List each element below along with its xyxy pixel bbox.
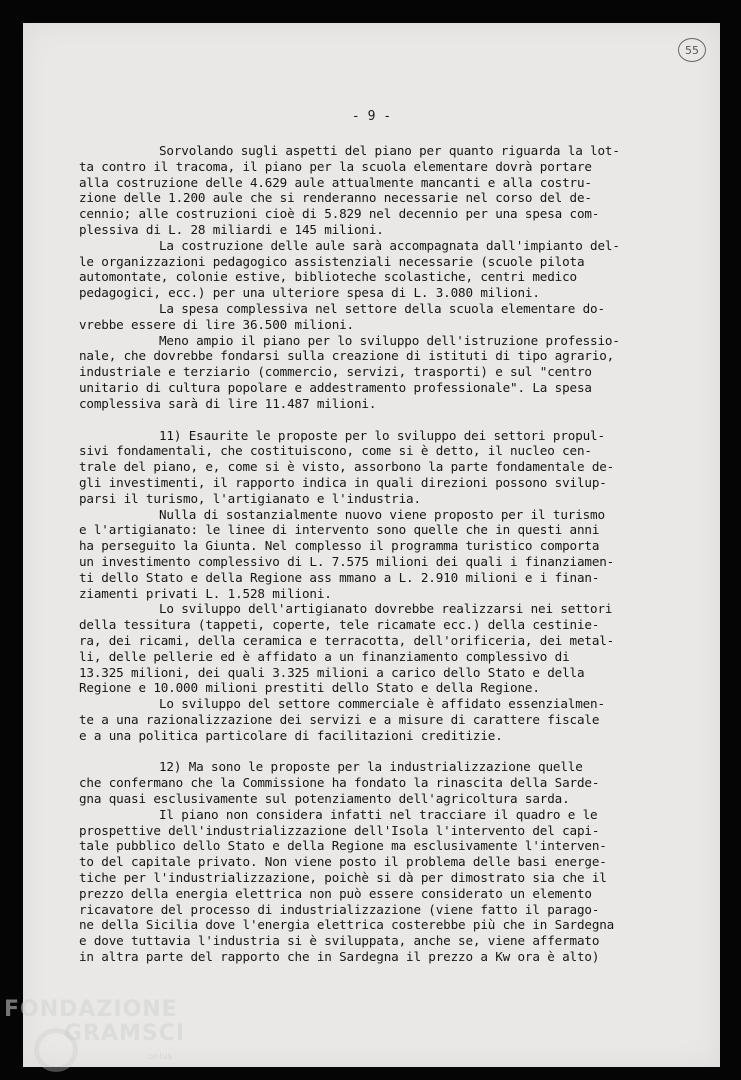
text-line: Nulla di sostanzialmente nuovo viene proposto per il turismo xyxy=(159,506,605,522)
text-line: La spesa complessiva nel settore della scuola elementare do- xyxy=(159,300,605,316)
text-line: La costruzione delle aule sarà accompagnata dall'impianto del- xyxy=(159,237,620,253)
watermark-suffix: onlus xyxy=(148,1052,173,1062)
watermark-line-1: FONDAZIONE xyxy=(4,997,178,1022)
text-line: ta contro il tracoma, il piano per la scuola elementare dovrà portare xyxy=(79,158,592,174)
paragraph-gap xyxy=(79,412,679,428)
text-line: 12) Ma sono le proposte per la industrializzazione quelle xyxy=(159,759,583,775)
text-line: tiche per l'industrializzazione, poichè si dà per dimostrato sia che il xyxy=(79,870,607,886)
text-line: prezzo della energia elettrica non può essere considerato un elemento xyxy=(79,885,592,901)
text-line: Il piano non considera infatti nel tracciare il quadro e le xyxy=(159,806,598,822)
text-line: ne della Sicilia dove l'energia elettrica costerebbe più che in Sardegna xyxy=(79,917,615,933)
text-line: 13.325 milioni, dei quali 3.325 milioni a carico dello Stato e della xyxy=(79,664,585,680)
paragraph xyxy=(79,601,679,696)
text-line: ha perseguito la Giunta. Nel complesso il programma turistico comporta xyxy=(79,538,600,554)
text-line: e dove tuttavia l'industria si è sviluppata, anche se, viene affermato xyxy=(79,933,600,949)
paragraph xyxy=(79,696,679,743)
text-line: alla costruzione delle 4.629 aule attualmente mancanti e alla costru- xyxy=(79,174,592,190)
paragraph xyxy=(79,333,679,412)
text-line: automontate, colonie estive, biblioteche scolastiche, centri medico xyxy=(79,269,577,285)
text-line: complessiva sarà di lire 11.487 milioni. xyxy=(79,395,377,411)
text-line: e l'artigianato: le linee di intervento sono quelle che in questi anni xyxy=(79,522,600,538)
paragraph xyxy=(79,143,679,238)
paragraph xyxy=(79,301,679,333)
text-line: li, delle pellerie ed è affidato a un finanziamento complessivo di xyxy=(79,648,570,664)
text-line: Meno ampio il piano per lo sviluppo dell'istruzione professio- xyxy=(159,332,620,348)
text-line: prospettive dell'industrializzazione dell'Isola l'intervento del capi- xyxy=(79,822,600,838)
text-line: che confermano che la Commissione ha fondato la rinascita della Sarde- xyxy=(79,775,600,791)
document-body xyxy=(79,143,679,965)
paragraph xyxy=(79,807,679,965)
text-line: zione delle 1.200 aule che si renderanno necessarie nel corso del de- xyxy=(79,190,592,206)
text-line: tale pubblico dello Stato e della Regione ma esclusivamente l'interven- xyxy=(79,838,607,854)
watermark-circle-icon xyxy=(34,1028,78,1072)
text-line: cennio; alle costruzioni cioè di 5.829 nel decennio per una spesa com- xyxy=(79,206,600,222)
text-line: trale del piano, e, come si è visto, assorbono la parte fondamentale de- xyxy=(79,459,615,475)
text-line: ricavatore del processo di industrializzazione (viene fatto il parago- xyxy=(79,901,600,917)
text-line: e a una politica particolare di facilitazioni creditizie. xyxy=(79,727,503,743)
text-line: sivi fondamentali, che costituiscono, come si è detto, il nucleo cen- xyxy=(79,443,592,459)
text-line: Lo sviluppo dell'artigianato dovrebbe realizzarsi nei settori xyxy=(159,601,613,617)
text-line: to del capitale privato. Non viene posto il problema delle basi energe- xyxy=(79,854,607,870)
paragraph-gap xyxy=(79,743,679,759)
page-number: - 9 - xyxy=(351,109,392,124)
text-line: vrebbe essere di lire 36.500 milioni. xyxy=(79,316,354,332)
document-page xyxy=(23,23,720,1067)
text-line: ra, dei ricami, della ceramica e terracotta, dell'orificeria, dei metal- xyxy=(79,632,615,648)
text-line: in altra parte del rapporto che in Sardegna il prezzo a Kw ora è alto) xyxy=(79,949,600,965)
text-line: Lo sviluppo del settore commerciale è affidato essenzialmen- xyxy=(159,696,605,712)
text-line: parsi il turismo, l'artigianato e l'industria. xyxy=(79,490,421,506)
watermark-line-2: GRAMSCI xyxy=(64,1021,186,1046)
text-line: le organizzazioni pedagogico assistenziali necessarie (scuole pilota xyxy=(79,253,585,269)
paragraph xyxy=(79,507,679,602)
text-line: un investimento complessivo di L. 7.575 milioni dei quali i finanziamen- xyxy=(79,553,615,569)
watermark-logo xyxy=(4,998,185,1046)
text-line: gna quasi esclusivamente sul potenziamento dell'agricoltura sarda. xyxy=(79,791,570,807)
text-line: 11) Esaurite le proposte per lo sviluppo dei settori propul- xyxy=(159,427,605,443)
text-line: nale, che dovrebbe fondarsi sulla creazione di istituti di tipo agrario, xyxy=(79,348,615,364)
text-line: della tessitura (tappeti, coperte, tele ricamate ecc.) della cestinie- xyxy=(79,617,600,633)
text-line: Regione e 10.000 milioni prestiti dello Stato e della Regione. xyxy=(79,680,540,696)
text-line: unitario di cultura popolare e addestramento professionale". La spesa xyxy=(79,379,592,395)
text-line: pedagogici, ecc.) per una ulteriore spesa di L. 3.080 milioni. xyxy=(79,285,540,301)
paragraph xyxy=(79,759,679,806)
text-line: industriale e terziario (commercio, servizi, trasporti) e sul "centro xyxy=(79,364,592,380)
text-line: ziamenti privati L. 1.528 milioni. xyxy=(79,585,332,601)
paragraph xyxy=(79,238,679,301)
text-line: ti dello Stato e della Regione ass mmano a L. 2.910 milioni e i finan- xyxy=(79,569,600,585)
paragraph xyxy=(79,428,679,507)
archive-number-stamp: 55 xyxy=(678,38,706,62)
text-line: gli investimenti, il rapporto indica in quali direzioni possono svilup- xyxy=(79,474,607,490)
text-line: te a una razionalizzazione dei servizi e a misure di carattere fiscale xyxy=(79,711,600,727)
text-line: Sorvolando sugli aspetti del piano per quanto riguarda la lot- xyxy=(159,143,620,158)
text-line: plessiva di L. 28 miliardi e 145 milioni. xyxy=(79,221,384,237)
